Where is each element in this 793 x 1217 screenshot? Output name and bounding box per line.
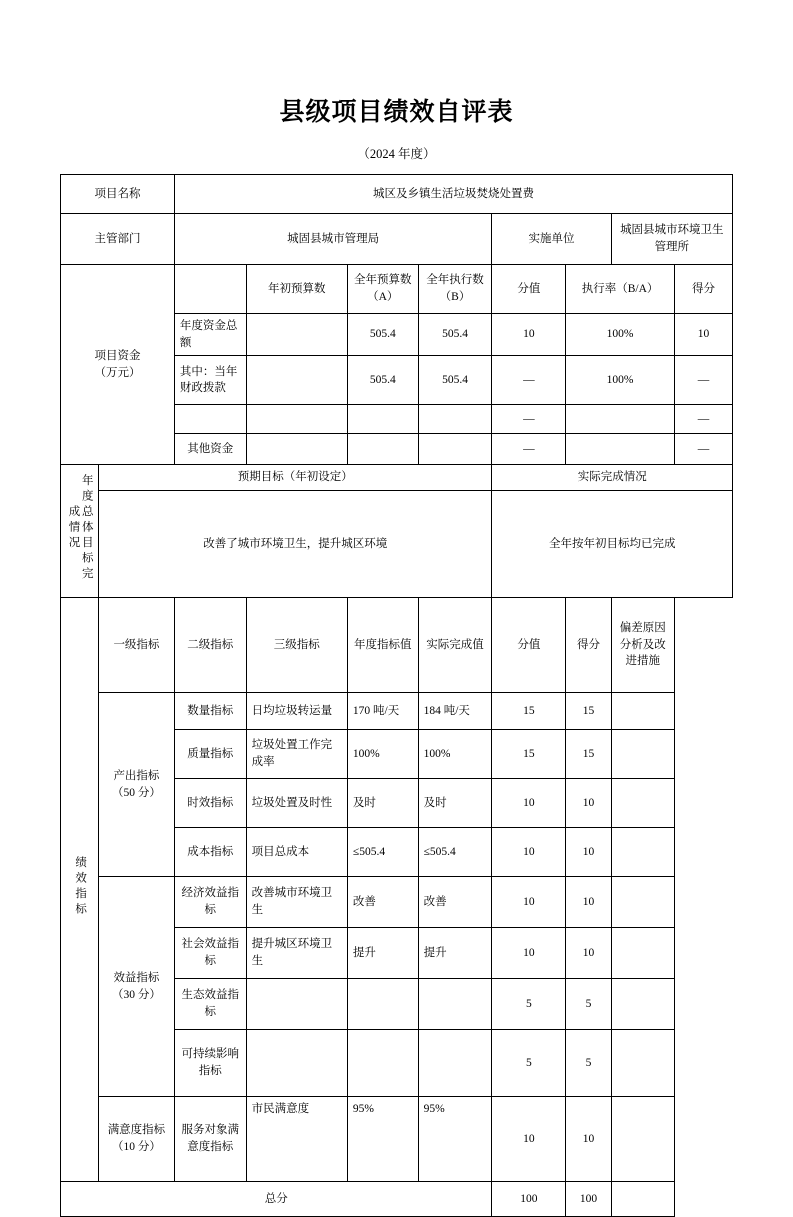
indicator-score-value: 10 [492,779,566,828]
indicator-year-target [347,979,418,1030]
funds-label-line1: 项目资金 [94,350,141,362]
indicator-level3: 改善城市环境卫生 [246,877,347,928]
indicators-col-score: 得分 [566,598,611,693]
funds-row-score-value: 10 [492,314,566,356]
indicator-level3: 垃圾处置工作完成率 [246,730,347,779]
indicator-group-level1 [98,1097,174,1182]
indicator-group-level1-line2: （50 分） [112,786,161,799]
total-label: 总分 [61,1182,492,1217]
indicators-col-score-value: 分值 [492,598,566,693]
indicator-level3 [246,979,347,1030]
indicator-score: 5 [566,1030,611,1097]
indicator-actual: ≤505.4 [418,828,492,877]
project-name-value: 城区及乡镇生活垃圾焚烧处置费 [174,175,732,214]
indicator-deviation [611,1097,674,1182]
annual-goal-actual-header: 实际完成情况 [492,465,733,491]
indicator-year-target: 改善 [347,877,418,928]
indicator-level3 [246,1030,347,1097]
indicator-year-target: 及时 [347,779,418,828]
table-row-annual-goal-header [61,465,733,491]
indicator-level3: 垃圾处置及时性 [246,779,347,828]
funds-row-name: 其他资金 [174,434,246,465]
indicator-year-target: 170 吨/天 [347,693,418,730]
indicator-group-level1-line1: 满意度指标 [107,1124,166,1137]
funds-col-annual-budget: 全年预算数（A） [347,265,418,314]
total-score-value: 100 [492,1182,566,1217]
indicator-deviation [611,1030,674,1097]
indicator-score: 15 [566,693,611,730]
indicator-level3: 日均垃圾转运量 [246,693,347,730]
indicator-actual [418,979,492,1030]
indicator-level2: 数量指标 [174,693,246,730]
indicator-group-level1 [98,877,174,1097]
indicator-actual: 95% [418,1097,492,1182]
funds-row-annual-exec [418,405,492,434]
table-row-indicator [61,877,733,928]
indicator-score: 10 [566,877,611,928]
indicators-col-actual: 实际完成值 [418,598,492,693]
indicators-col-level1: 一级指标 [98,598,174,693]
indicator-score-value: 10 [492,828,566,877]
indicator-level2: 质量指标 [174,730,246,779]
funds-col-initial-budget: 年初预算数 [246,265,347,314]
funds-col-score: 得分 [674,265,732,314]
indicator-score-value: 10 [492,877,566,928]
annual-goal-actual-value: 全年按年初目标均已完成 [492,491,733,598]
funds-row-annual-budget [347,434,418,465]
funds-row-score: — [674,356,732,405]
indicator-actual: 100% [418,730,492,779]
indicator-level2: 服务对象满意度指标 [174,1097,246,1182]
indicator-level2: 成本指标 [174,828,246,877]
indicator-score: 10 [566,928,611,979]
indicators-side-label [61,598,99,1182]
annual-goal-expected-header: 预期目标（年初设定） [98,465,491,491]
funds-row-score-value: — [492,356,566,405]
funds-col-blank [174,265,246,314]
indicator-level2: 时效指标 [174,779,246,828]
indicator-year-target: ≤505.4 [347,828,418,877]
funds-row-score-value: — [492,434,566,465]
indicator-level3: 市民满意度 [246,1097,347,1182]
indicator-score-value: 5 [492,979,566,1030]
table-row-annual-goal-values [61,491,733,598]
department-value: 城固县城市管理局 [174,214,492,265]
funds-row-annual-exec: 505.4 [418,314,492,356]
funds-row-annual-budget: 505.4 [347,314,418,356]
funds-col-annual-exec: 全年执行数（B） [418,265,492,314]
indicator-group-level1-line2: （30 分） [112,988,161,1001]
indicator-deviation [611,730,674,779]
indicator-score: 5 [566,979,611,1030]
indicators-col-level2: 二级指标 [174,598,246,693]
indicator-group-level1-line1: 产出指标 [113,769,160,782]
indicator-deviation [611,928,674,979]
indicator-actual [418,1030,492,1097]
annual-goal-side-label-text: 年度总体目标完成情况 [67,474,93,583]
funds-row-score-value: — [492,405,566,434]
indicators-side-label-text: 绩效指标 [74,855,87,918]
indicator-deviation [611,828,674,877]
indicator-score-value: 15 [492,693,566,730]
indicator-year-target: 提升 [347,928,418,979]
indicator-level3: 提升城区环境卫生 [246,928,347,979]
table-row-project-name [61,175,733,214]
indicator-score-value: 15 [492,730,566,779]
funds-row-score: — [674,405,732,434]
indicator-group-level1-line2: （10 分） [112,1141,161,1154]
table-row-indicators-header [61,598,733,693]
funds-row-initial-budget [246,356,347,405]
page [0,92,793,1214]
indicator-group-level1-line1: 效益指标 [113,971,160,984]
department-label: 主管部门 [61,214,175,265]
funds-row-annual-exec [418,434,492,465]
indicator-score-value: 10 [492,1097,566,1182]
total-deviation [611,1182,674,1217]
project-name-label: 项目名称 [61,175,175,214]
table-row-funds-header [61,265,733,314]
indicator-actual: 184 吨/天 [418,693,492,730]
unit-label: 实施单位 [492,214,611,265]
indicator-level2: 可持续影响指标 [174,1030,246,1097]
performance-self-assessment-table [60,174,733,1217]
indicator-year-target [347,1030,418,1097]
indicator-level2: 经济效益指标 [174,877,246,928]
annual-goal-side-label [61,465,99,598]
table-row-indicator [61,693,733,730]
funds-row-name [174,405,246,434]
indicator-actual: 改善 [418,877,492,928]
page-subtitle: （2024 年度） [357,147,436,161]
table-row-total [61,1182,733,1217]
indicator-score: 10 [566,1097,611,1182]
indicator-deviation [611,979,674,1030]
funds-row-exec-rate [566,405,675,434]
indicator-score: 10 [566,828,611,877]
indicator-actual: 及时 [418,779,492,828]
table-row-indicator [61,1097,733,1182]
indicator-deviation [611,693,674,730]
indicators-col-deviation: 偏差原因分析及改进措施 [611,598,674,693]
funds-row-name: 年度资金总额 [174,314,246,356]
funds-row-exec-rate [566,434,675,465]
funds-label [61,265,175,465]
indicators-col-year-target: 年度指标值 [347,598,418,693]
funds-col-exec-rate: 执行率（B/A） [566,265,675,314]
indicator-actual: 提升 [418,928,492,979]
funds-row-annual-budget [347,405,418,434]
funds-row-initial-budget [246,314,347,356]
indicator-level2: 社会效益指标 [174,928,246,979]
funds-row-name: 其中：当年财政拨款 [174,356,246,405]
funds-row-initial-budget [246,405,347,434]
funds-row-score: 10 [674,314,732,356]
funds-row-score: — [674,434,732,465]
indicator-score-value: 5 [492,1030,566,1097]
indicator-year-target: 95% [347,1097,418,1182]
funds-row-annual-exec: 505.4 [418,356,492,405]
funds-row-exec-rate: 100% [566,314,675,356]
indicator-level3: 项目总成本 [246,828,347,877]
indicator-deviation [611,877,674,928]
unit-value: 城固县城市环境卫生管理所 [611,214,732,265]
indicator-level2: 生态效益指标 [174,979,246,1030]
funds-row-initial-budget [246,434,347,465]
indicator-score-value: 10 [492,928,566,979]
funds-row-annual-budget: 505.4 [347,356,418,405]
indicator-deviation [611,779,674,828]
funds-row-exec-rate: 100% [566,356,675,405]
annual-goal-expected-value: 改善了城市环境卫生，提升城区环境 [98,491,491,598]
indicator-score: 15 [566,730,611,779]
indicator-year-target: 100% [347,730,418,779]
table-row-department [61,214,733,265]
total-score: 100 [566,1182,611,1217]
funds-col-score-value: 分值 [492,265,566,314]
page-title: 县级项目绩效自评表 [279,99,514,126]
indicator-score: 10 [566,779,611,828]
funds-label-line2: （万元） [94,366,141,379]
indicator-group-level1 [98,693,174,877]
indicators-col-level3: 三级指标 [246,598,347,693]
